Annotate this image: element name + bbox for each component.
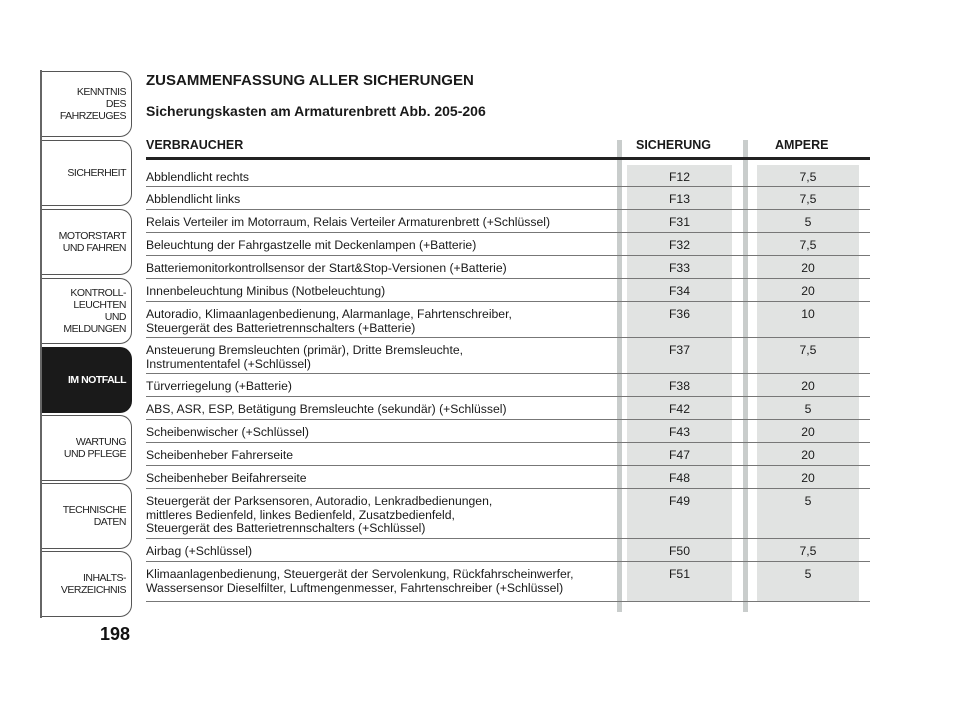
consumer-cell: Abblendlicht links (146, 192, 241, 206)
table-row (146, 233, 870, 256)
page-number: 198 (100, 624, 131, 644)
table-row (146, 187, 870, 210)
header-consumer: VERBRAUCHER (146, 138, 244, 152)
table-row (146, 210, 870, 233)
fuse-cell (627, 187, 732, 209)
ampere-value: 7,5 (799, 343, 817, 357)
consumer-cell: Relais Verteiler im Motorraum, Relais Verteiler Armaturenbrett (+Schlüssel) (146, 215, 551, 229)
consumer-cell: Klimaanlagenbedienung, Steuergerät der Servolenkung, Rückfahrscheinwerfer, Wassersensor Dieselfilter, Luftmengenmesser, Fahrtenschreiber (+Schlüssel) (146, 567, 574, 595)
fuse-value: F37 (668, 343, 690, 357)
consumer-cell: Scheibenheber Fahrerseite (146, 448, 294, 462)
fuse-value: F34 (668, 284, 690, 298)
ampere-cell (757, 187, 859, 209)
fuse-value: F50 (668, 544, 690, 558)
table-header (146, 138, 870, 158)
fuse-cell (627, 489, 732, 538)
sidebar-tab-sicherheit[interactable]: SICHERHEIT (42, 140, 132, 206)
ampere-cell (757, 489, 859, 538)
ampere-value: 7,5 (799, 544, 817, 558)
ampere-cell (757, 233, 859, 255)
consumer-cell: Scheibenwischer (+Schlüssel) (146, 425, 309, 439)
fuse-cell (627, 466, 732, 488)
ampere-value: 7,5 (799, 238, 817, 252)
sidebar-tab-kontroll-leuchten-und-meldungen[interactable]: KONTROLL- LEUCHTEN UND MELDUNGEN (42, 278, 132, 344)
fuse-value: F38 (668, 379, 690, 393)
fuse-cell (627, 374, 732, 396)
fuse-cell (627, 302, 732, 337)
ampere-value: 20 (801, 448, 815, 462)
fuse-table (146, 165, 870, 602)
fuse-value: F36 (668, 307, 690, 321)
sidebar-tab-technische-daten[interactable]: TECHNISCHE DATEN (42, 483, 132, 549)
fuse-value: F48 (668, 471, 690, 485)
ampere-value: 20 (801, 471, 815, 485)
fuse-value: F33 (668, 261, 690, 275)
consumer-cell: Ansteuerung Bremsleuchten (primär), Dritte Bremsleuchte, Instrumententafel (+Schlüssel) (146, 343, 463, 371)
ampere-cell (757, 420, 859, 442)
ampere-value: 5 (804, 494, 812, 508)
ampere-value: 20 (801, 379, 815, 393)
ampere-cell (757, 210, 859, 232)
ampere-value: 20 (801, 425, 815, 439)
sidebar-tab-motorstart-und-fahren[interactable]: MOTORSTART UND FAHREN (42, 209, 132, 275)
fuse-value: F32 (668, 238, 690, 252)
fuse-value: F43 (668, 425, 690, 439)
table-row (146, 374, 870, 397)
consumer-cell: Scheibenheber Beifahrerseite (146, 471, 307, 485)
section-title: ZUSAMMENFASSUNG ALLER SICHERUNGEN (146, 72, 474, 89)
fuse-value: F12 (668, 170, 690, 184)
sidebar-tab-wartung-und-pflege[interactable]: WARTUNG UND PFLEGE (42, 415, 132, 481)
fuse-cell (627, 420, 732, 442)
table-row (146, 443, 870, 466)
fuse-cell (627, 397, 732, 419)
ampere-cell (757, 165, 859, 186)
sidebar-tab-kenntnis-des-fahrzeuges[interactable]: KENNTNIS DES FAHRZEUGES (42, 71, 132, 137)
ampere-cell (757, 443, 859, 465)
consumer-cell: Autoradio, Klimaanlagenbedienung, Alarmanlage, Fahrtenschreiber, Steuergerät des Batterietrennschalters (+Batterie) (146, 307, 512, 335)
consumer-cell: Innenbeleuchtung Minibus (Notbeleuchtung) (146, 284, 386, 298)
header-fuse: SICHERUNG (636, 138, 712, 152)
ampere-value: 20 (801, 261, 815, 275)
consumer-cell: Beleuchtung der Fahrgastzelle mit Deckenlampen (+Batterie) (146, 238, 477, 252)
consumer-cell: Batteriemonitorkontrollsensor der Start&Stop-Versionen (+Batterie) (146, 261, 507, 275)
consumer-cell: ABS, ASR, ESP, Betätigung Bremsleuchte (sekundär) (+Schlüssel) (146, 402, 507, 416)
consumer-cell: Steuergerät der Parksensoren, Autoradio, Lenkradbedienungen, mittleres Bedienfeld, linkes Bedienfeld, Zusatzbedienfeld, Steuergerät des Batterietrennschalters (+Schlüssel) (146, 494, 493, 535)
fuse-value: F42 (668, 402, 690, 416)
ampere-value: 5 (804, 567, 812, 581)
fuse-cell (627, 233, 732, 255)
ampere-cell (757, 279, 859, 301)
table-row (146, 397, 870, 420)
consumer-cell: Airbag (+Schlüssel) (146, 544, 253, 558)
ampere-value: 5 (804, 402, 812, 416)
fuse-cell (627, 338, 732, 373)
fuse-value: F13 (668, 192, 690, 206)
sidebar-tab-inhalts-verzeichnis[interactable]: INHALTS- VERZEICHNIS (42, 551, 132, 617)
fuse-cell (627, 256, 732, 278)
table-row (146, 279, 870, 302)
ampere-cell (757, 338, 859, 373)
fuse-cell (627, 539, 732, 561)
ampere-cell (757, 302, 859, 337)
ampere-value: 10 (801, 307, 815, 321)
ampere-cell (757, 397, 859, 419)
page-content (146, 72, 870, 125)
ampere-value: 7,5 (799, 170, 817, 184)
section-subtitle: Sicherungskasten am Armaturenbrett Abb. 205-206 (146, 103, 486, 119)
consumer-cell: Abblendlicht rechts (146, 170, 249, 184)
fuse-cell (627, 165, 732, 186)
fuse-cell (627, 210, 732, 232)
table-row (146, 420, 870, 443)
fuse-cell (627, 562, 732, 601)
table-row (146, 562, 870, 602)
ampere-cell (757, 374, 859, 396)
table-row (146, 256, 870, 279)
ampere-cell (757, 562, 859, 601)
fuse-cell (627, 279, 732, 301)
fuse-cell (627, 443, 732, 465)
ampere-cell (757, 539, 859, 561)
fuse-value: F31 (668, 215, 690, 229)
table-row (146, 539, 870, 562)
ampere-cell (757, 466, 859, 488)
table-row (146, 489, 870, 539)
header-rule (146, 157, 870, 160)
sidebar-tab-im-notfall[interactable]: IM NOTFALL (42, 347, 132, 413)
table-row (146, 165, 870, 187)
chapter-sidebar (0, 0, 135, 709)
consumer-cell: Türverriegelung (+Batterie) (146, 379, 292, 393)
table-row (146, 338, 870, 374)
fuse-value: F51 (668, 567, 690, 581)
ampere-value: 20 (801, 284, 815, 298)
table-row (146, 302, 870, 338)
header-ampere: AMPERE (775, 138, 829, 152)
fuse-value: F49 (668, 494, 690, 508)
ampere-value: 5 (804, 215, 812, 229)
fuse-value: F47 (668, 448, 690, 462)
ampere-cell (757, 256, 859, 278)
table-row (146, 466, 870, 489)
ampere-value: 7,5 (799, 192, 817, 206)
